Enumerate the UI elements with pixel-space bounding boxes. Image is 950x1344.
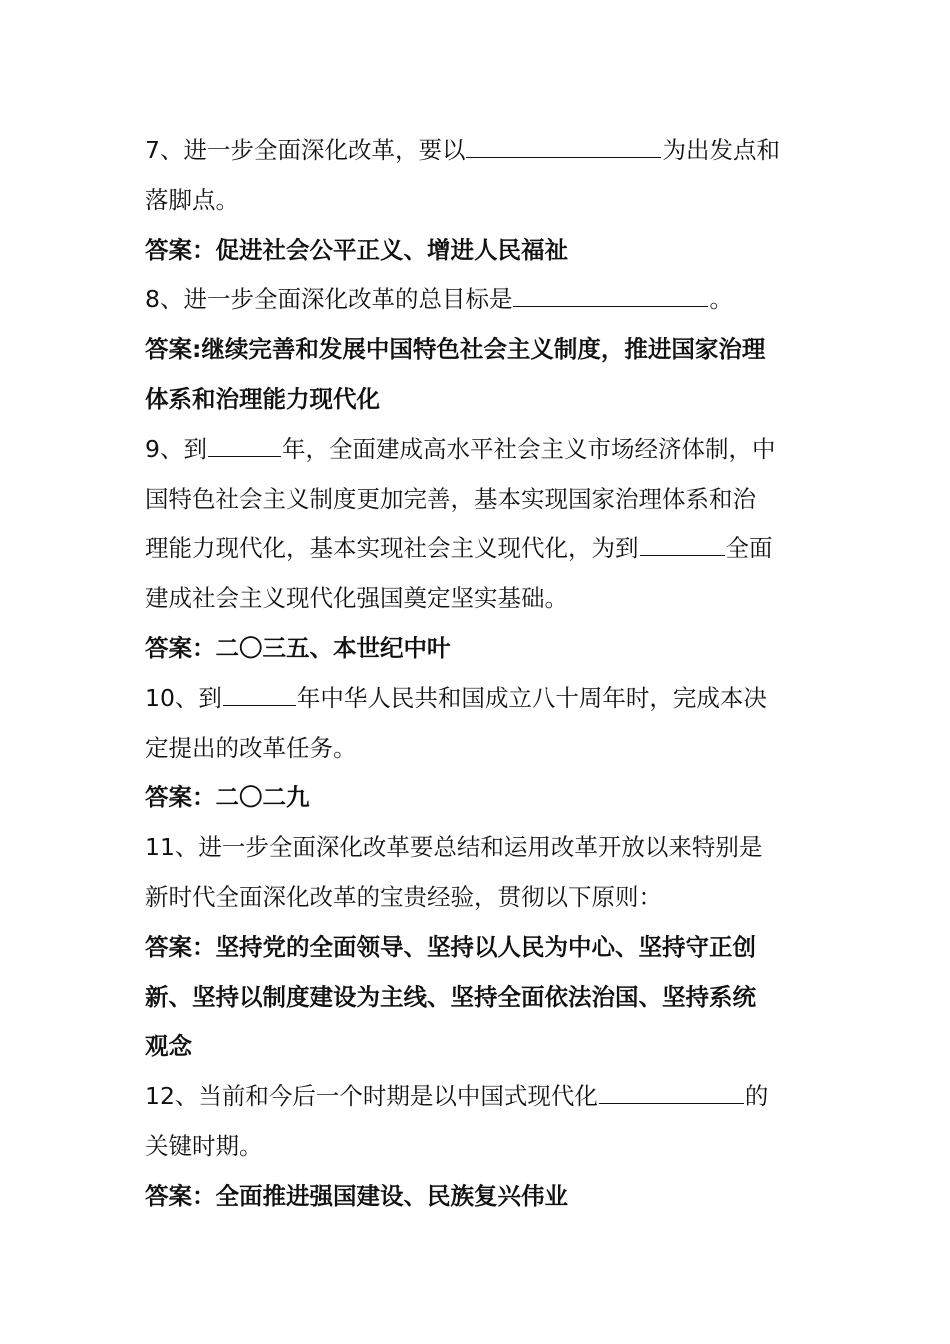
text-segment: 10、到 <box>145 683 222 712</box>
text-segment: 9、到 <box>145 434 207 463</box>
text-segment: 8、进一步全面深化改革的总目标是 <box>145 285 513 314</box>
text-segment: 新时代全面深化改革的宝贵经验，贯彻以下原则： <box>145 882 662 911</box>
answer-line <box>145 973 810 1023</box>
text-segment: 观念 <box>145 1032 192 1061</box>
fill-in-blank <box>466 131 661 158</box>
answer-line <box>145 325 810 375</box>
text-segment: 11、进一步全面深化改革要总结和运用改革开放以来特别是 <box>145 833 763 862</box>
question-line <box>145 873 810 923</box>
text-segment: 答案：二〇三五、本世纪中叶 <box>145 633 451 662</box>
text-segment: 新、坚持以制度建设为主线、坚持全面依法治国、坚持系统 <box>145 982 756 1011</box>
text-segment: 答案：促进社会公平正义、增进人民福祉 <box>145 235 568 264</box>
question-line <box>145 574 810 624</box>
question-line <box>145 674 810 724</box>
text-segment: 答案:继续完善和发展中国特色社会主义制度，推进国家治理 <box>145 335 766 364</box>
text-segment: 7、进一步全面深化改革，要以 <box>145 136 466 164</box>
document-page <box>145 126 810 1222</box>
text-segment: 年，全面建成高水平社会主义市场经济体制，中 <box>281 434 776 463</box>
question-line <box>145 475 810 525</box>
answer-line <box>145 1172 810 1222</box>
text-segment: 答案：全面推进强国建设、民族复兴伟业 <box>145 1181 568 1210</box>
fill-in-blank <box>513 280 708 307</box>
text-segment: 关键时期。 <box>145 1131 263 1160</box>
text-segment: 定提出的改革任务。 <box>145 733 357 762</box>
text-segment: 全面 <box>725 534 773 563</box>
question-line <box>145 823 810 873</box>
answer-line <box>145 923 810 973</box>
text-segment: 国特色社会主义制度更加完善，基本实现国家治理体系和治 <box>145 484 756 513</box>
text-segment: 12、当前和今后一个时期是以中国式现代化 <box>145 1082 598 1111</box>
fill-in-blank <box>599 1077 744 1104</box>
text-segment: 的 <box>744 1082 769 1111</box>
question-line <box>145 1072 810 1122</box>
text-segment: 。 <box>709 285 733 314</box>
text-segment: 答案：二〇二九 <box>145 783 310 812</box>
question-line <box>145 176 810 226</box>
text-segment: 理能力现代化，基本实现社会主义现代化，为到 <box>145 534 639 563</box>
text-segment: 体系和治理能力现代化 <box>145 384 380 413</box>
question-line <box>145 1122 810 1172</box>
fill-in-blank <box>640 529 725 556</box>
answer-line <box>145 1022 810 1072</box>
fill-in-blank <box>208 430 281 457</box>
answer-line <box>145 773 810 823</box>
question-line <box>145 126 810 176</box>
question-line <box>145 724 810 774</box>
question-line <box>145 425 810 475</box>
answer-line <box>145 226 810 276</box>
question-line <box>145 275 810 325</box>
text-segment: 落脚点。 <box>145 185 239 214</box>
answer-line <box>145 624 810 674</box>
fill-in-blank <box>223 679 296 706</box>
text-segment: 年中华人民共和国成立八十周年时，完成本决 <box>296 683 767 712</box>
text-segment: 建成社会主义现代化强国奠定坚实基础。 <box>145 584 568 613</box>
answer-line <box>145 375 810 425</box>
text-segment: 答案：坚持党的全面领导、坚持以人民为中心、坚持守正创 <box>145 932 756 961</box>
question-line <box>145 524 810 574</box>
text-segment: 为出发点和 <box>662 136 780 164</box>
